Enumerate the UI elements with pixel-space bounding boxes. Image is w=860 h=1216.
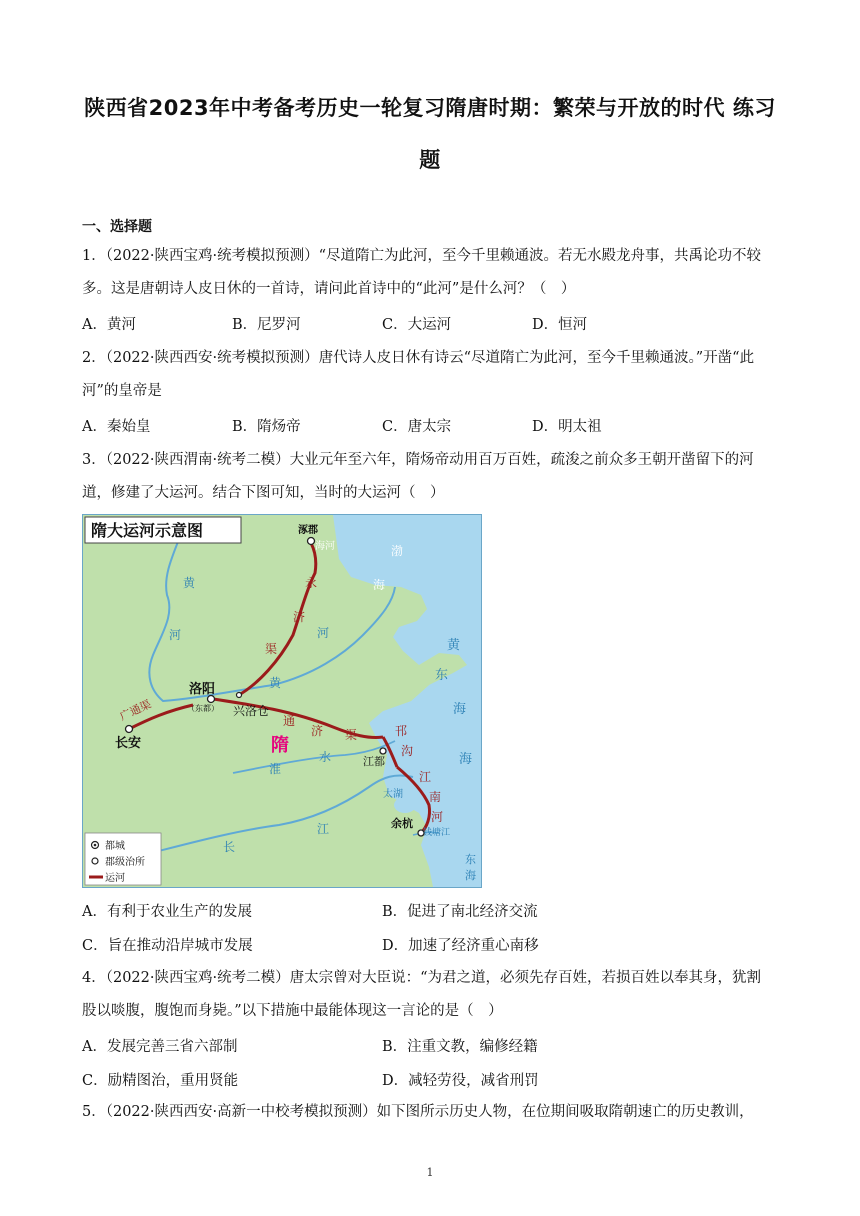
option-b: B．尼罗河 <box>232 317 301 333</box>
option-b: B．隋炀帝 <box>232 419 301 435</box>
option-a: A．有利于农业生产的发展 <box>82 904 252 920</box>
label-bohai-1: 渤 <box>391 544 404 558</box>
option-a: A．秦始皇 <box>82 419 151 435</box>
label-huanghe-3: 黄 <box>269 676 282 690</box>
label-jiangnan-3: 河 <box>431 810 444 824</box>
question-4-options-row-2 <box>82 1069 782 1093</box>
label-taihu: 太湖 <box>383 789 403 800</box>
label-huanghai-2: 海 <box>453 702 467 717</box>
city-dongdu: （东都） <box>187 704 219 713</box>
option-b: B．促进了南北经济交流 <box>382 904 538 920</box>
label-guangtong: 广通渠 <box>117 697 154 724</box>
option-b: B．注重文教，编修经籍 <box>382 1039 538 1055</box>
question-5 <box>82 1096 782 1129</box>
option-c: C．大运河 <box>382 317 452 333</box>
city-zhuojun: 涿郡 <box>298 525 318 536</box>
label-yongji-3: 渠 <box>265 642 278 656</box>
label-huai-2: 水 <box>319 750 332 764</box>
question-2-line-2: 河”的皇帝是 <box>82 383 162 399</box>
question-3-options <box>82 900 782 924</box>
question-2-line-1: 2．（2022·陕西西安·统考模拟预测）唐代诗人皮日休有诗云“尽道隋亡为此河，至今千里赖通波。”开凿“此 <box>82 350 755 366</box>
label-hangou-2: 沟 <box>401 744 414 758</box>
label-hangou-1: 邗 <box>395 724 408 738</box>
label-huanghai-1: 黄 <box>447 638 461 653</box>
label-donghai-a1: 东 <box>435 668 449 683</box>
document-title <box>60 82 800 186</box>
question-1-line-2: 多。这是唐朝诗人皮日休的一首诗，请问此首诗中的“此河”是什么河？（ ） <box>82 281 576 297</box>
label-tongji-2: 济 <box>311 724 324 738</box>
label-tongji-1: 通 <box>283 714 296 728</box>
label-donghai-b2: 海 <box>465 869 476 882</box>
option-a: A．黄河 <box>82 317 136 333</box>
label-haihe: 海河 <box>315 541 335 552</box>
legend-prefecture: 郡级治所 <box>105 857 145 868</box>
question-3-options-row-2 <box>82 934 782 958</box>
legend-canal: 运河 <box>105 873 125 884</box>
question-1-line-1: 1．（2022·陕西宝鸡·统考模拟预测）“尽道隋亡为此河，至今千里赖通波。若无水殿龙舟事，共禹论功不较 <box>82 248 762 264</box>
label-huai-1: 淮 <box>269 762 282 776</box>
city-jiangdu: 江都 <box>363 755 385 768</box>
label-haihai: 海 <box>459 752 473 767</box>
jiangdu-marker <box>380 748 386 754</box>
option-d: D．恒河 <box>532 317 588 333</box>
option-c: C．旨在推动沿岸城市发展 <box>82 938 253 954</box>
label-huanghe-1: 黄 <box>183 576 196 590</box>
label-yongji-1: 永 <box>305 576 318 590</box>
city-xingluocang: 兴洛仓 <box>233 704 270 718</box>
question-4 <box>82 962 782 1028</box>
grand-canal-map <box>82 514 482 888</box>
question-2 <box>82 342 782 408</box>
question-4-line-1: 4．（2022·陕西宝鸡·统考二模）唐太宗曾对大臣说：“为君之道，必须先存百姓，若损百姓以奉其身，犹割 <box>82 970 762 986</box>
label-huanghe-2: 河 <box>169 628 182 642</box>
label-changjiang-1: 长 <box>223 840 236 854</box>
legend-capital: 都城 <box>105 841 125 852</box>
question-1-options <box>82 313 782 337</box>
question-4-line-2: 股以啖腹，腹饱而身毙。”以下措施中最能体现这一言论的是（ ） <box>82 1003 503 1019</box>
section-heading: 一、选择题 <box>82 219 152 235</box>
title-line-1: 陕西省2023年中考备考历史一轮复习隋唐时期：繁荣与开放的时代 练习 <box>84 96 776 120</box>
city-changan: 长安 <box>115 736 142 751</box>
question-5-line-1: 5．（2022·陕西西安·高新一中校考模拟预测）如下图所示历史人物，在位期间吸取隋朝速亡的历史教训， <box>82 1104 754 1120</box>
label-tongji-3: 渠 <box>345 728 358 742</box>
label-jiangnan-2: 南 <box>429 790 442 804</box>
option-a: A．发展完善三省六部制 <box>82 1039 238 1055</box>
legend-prefecture-icon <box>92 858 98 864</box>
label-qiantang: 钱塘江 <box>423 828 451 838</box>
label-yongji-4: 河 <box>317 626 330 640</box>
option-d: D．减轻劳役，减省刑罚 <box>382 1073 539 1089</box>
title-line-2: 题 <box>419 148 441 172</box>
option-d: D．明太祖 <box>532 419 602 435</box>
changan-marker <box>126 726 133 733</box>
city-yuhang: 余杭 <box>391 817 413 830</box>
label-bohai-2: 海 <box>373 578 386 592</box>
question-2-options <box>82 415 782 439</box>
question-3-line-2: 道，修建了大运河。结合下图可知，当时的大运河（ ） <box>82 485 445 501</box>
city-luoyang: 洛阳 <box>189 682 216 697</box>
question-1 <box>82 240 782 306</box>
question-3 <box>82 444 782 510</box>
question-3-line-1: 3．（2022·陕西渭南·统考二模）大业元年至六年，隋炀帝动用百万百姓，疏浚之前众多王朝开凿留下的河 <box>82 452 754 468</box>
map-title: 隋大运河示意图 <box>91 521 204 540</box>
page-number: 1 <box>426 1166 434 1179</box>
label-jiangnan-1: 江 <box>419 770 432 784</box>
option-c: C．唐太宗 <box>382 419 452 435</box>
country-sui: 隋 <box>271 735 289 756</box>
zhuojun-marker <box>308 538 315 545</box>
xingluocang-marker <box>237 693 242 698</box>
option-d: D．加速了经济重心南移 <box>382 938 539 954</box>
question-4-options <box>82 1035 782 1059</box>
label-donghai-b1: 东 <box>465 853 476 866</box>
label-yongji-2: 济 <box>293 610 306 624</box>
option-c: C．励精图治，重用贤能 <box>82 1073 239 1089</box>
label-changjiang-2: 江 <box>317 822 330 836</box>
